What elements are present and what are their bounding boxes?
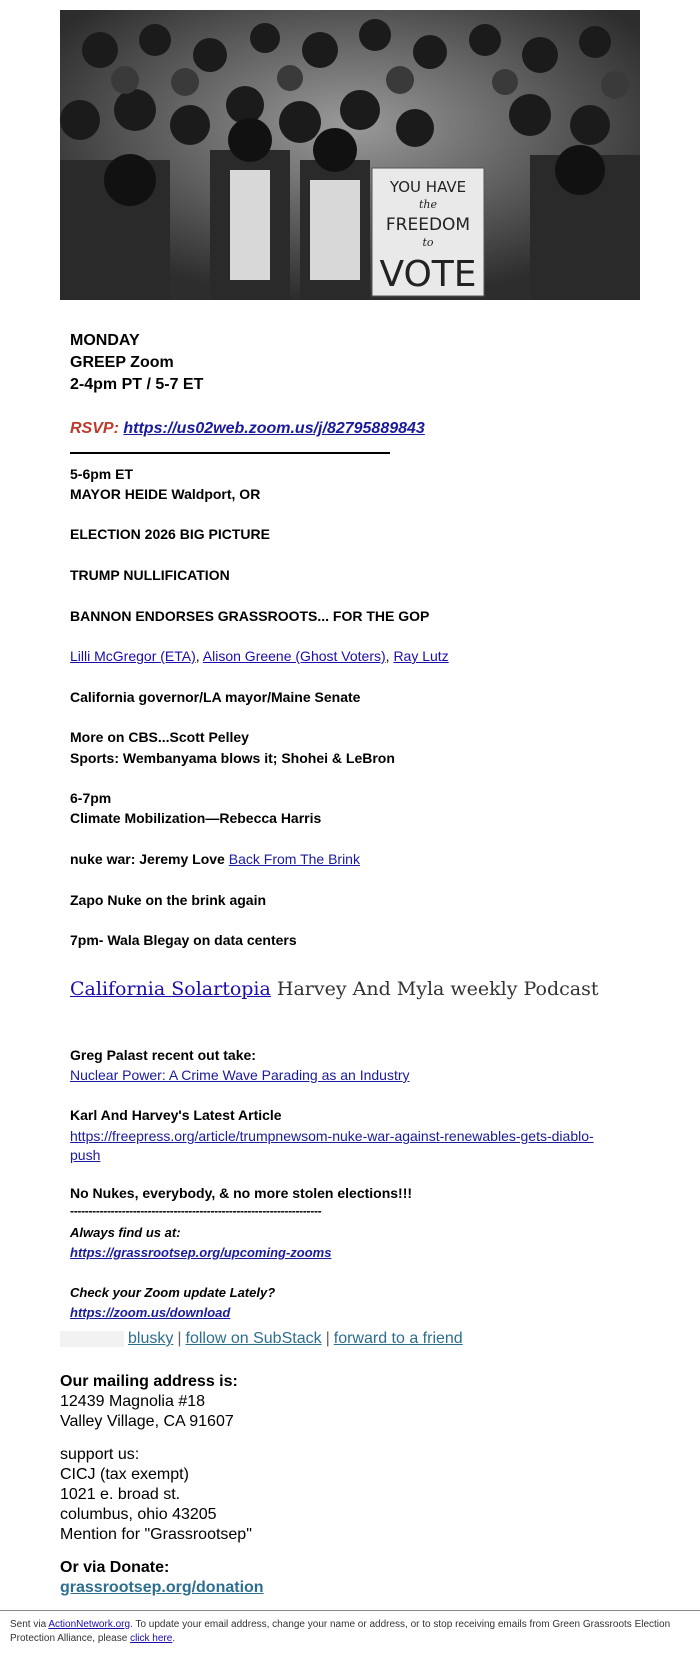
guest-link-greene[interactable]: Alison Greene (Ghost Voters) <box>202 648 386 664</box>
social-sep-1: | <box>177 1330 182 1347</box>
support-city: columbus, ohio 43205 <box>60 1506 217 1523</box>
palast-article-link[interactable] <box>70 1065 410 1085</box>
agenda-item-trump: TRUMP NULLIFICATION <box>70 567 230 583</box>
closing-line: No Nukes, everybody, & no more stolen elections!!! <box>70 1185 413 1201</box>
karl-label: Karl And Harvey's Latest Article <box>70 1107 282 1123</box>
sign-line-4: to <box>422 236 434 249</box>
agenda-item-wala: 7pm- Wala Blegay on data centers <box>70 932 297 948</box>
sign-line-2: the <box>418 198 438 211</box>
sign-line-1: YOU HAVE <box>389 178 467 196</box>
mailing-heading: Our mailing address is: <box>60 1373 238 1390</box>
social-badge-placeholder <box>60 1331 124 1347</box>
agenda-item-cbs: More on CBS...Scott Pelley <box>70 729 249 745</box>
karl-article-link-cont[interactable] <box>70 1145 100 1165</box>
unsubscribe-click-here-link[interactable]: click here <box>130 1633 173 1644</box>
support-mention: Mention for "Grassrootsep" <box>60 1526 252 1543</box>
vote-sign <box>372 168 484 296</box>
agenda-item-bannon: BANNON ENDORSES GRASSROOTS... FOR THE GOP <box>70 608 430 624</box>
event-heading: GREEP Zoom <box>70 354 174 371</box>
divider-rule <box>70 452 390 454</box>
mailing-line-1: 12439 Magnolia #18 <box>60 1393 206 1410</box>
hero-photo <box>60 10 640 300</box>
nuke-war-prefix: nuke war: Jeremy Love <box>70 851 229 867</box>
support-org: CICJ (tax exempt) <box>60 1466 189 1483</box>
rsvp-link[interactable]: https://us02web.zoom.us/j/82795889843 <box>123 420 425 437</box>
sign-line-3: FREEDOM <box>385 215 471 235</box>
substack-link[interactable]: follow on SubStack <box>185 1330 322 1347</box>
donate-label: Or via Donate: <box>60 1559 170 1576</box>
time-heading: 2-4pm PT / 5-7 ET <box>70 376 204 393</box>
footer-middle-text: . To update your email address, change your name or address, or to stop receiving emails from Green Grassroots Election Protection Alliance, please <box>10 1619 671 1644</box>
podcast-line <box>70 978 599 1000</box>
support-street: 1021 e. broad st. <box>60 1486 181 1503</box>
karl-link-line-2[interactable]: push <box>70 1147 101 1163</box>
mailing-line-2: Valley Village, CA 91607 <box>60 1413 234 1430</box>
agenda-item-climate: Climate Mobilization—Rebecca Harris <box>70 810 322 826</box>
footer-divider <box>0 1610 700 1611</box>
solartopia-link[interactable]: California Solartopia <box>70 978 271 1000</box>
guest-link-mcgregor[interactable]: Lilli McGregor (ETA) <box>70 648 196 664</box>
guest-sep-2: , <box>385 648 394 664</box>
upcoming-zooms-link[interactable]: https://grassrootsep.org/upcoming-zooms <box>70 1245 332 1260</box>
karl-article-link[interactable] <box>70 1126 594 1146</box>
guest-links <box>70 646 449 666</box>
bluesky-link[interactable]: blusky <box>128 1330 174 1347</box>
palast-label: Greg Palast recent out take: <box>70 1047 256 1063</box>
agenda-mayor: MAYOR HEIDE Waldport, OR <box>70 486 261 502</box>
agenda-time-2: 6-7pm <box>70 790 112 806</box>
agenda-item-california: California governor/LA mayor/Maine Senate <box>70 689 361 705</box>
rsvp-label: RSVP: <box>70 420 119 437</box>
agenda-item-election: ELECTION 2026 BIG PICTURE <box>70 526 270 542</box>
rsvp-line <box>70 420 425 438</box>
zoom-download-wrap[interactable] <box>70 1303 230 1322</box>
agenda-item-sports: Sports: Wembanyama blows it; Shohei & LeBron <box>70 750 395 766</box>
social-links <box>60 1330 660 1348</box>
footer-end: . <box>172 1633 176 1644</box>
find-us-link-wrap[interactable] <box>70 1243 331 1262</box>
dash-divider: -------------------------------------------------------------------- <box>70 1204 322 1218</box>
karl-link-line-1[interactable]: https://freepress.org/article/trumpnewsom-nuke-war-against-renewables-gets-diablo- <box>70 1128 594 1144</box>
guest-link-lutz[interactable]: Ray Lutz <box>393 648 449 664</box>
donate-link[interactable]: grassrootsep.org/donation <box>60 1579 264 1596</box>
footer <box>10 1618 690 1646</box>
agenda-item-zapo: Zapo Nuke on the brink again <box>70 892 267 908</box>
guest-sep-1: , <box>195 648 203 664</box>
forward-friend-link[interactable]: forward to a friend <box>333 1330 463 1347</box>
social-sep-2: | <box>325 1330 330 1347</box>
find-us-label: Always find us at: <box>70 1225 181 1240</box>
agenda-item-nuke-war <box>70 849 360 869</box>
day-heading: MONDAY <box>70 332 140 349</box>
zoom-download-link[interactable]: https://zoom.us/download <box>70 1305 231 1320</box>
crowd-photo-illustration <box>60 10 640 300</box>
sign-line-5: VOTE <box>379 254 477 295</box>
support-label: support us: <box>60 1446 140 1463</box>
donate-link-wrap[interactable] <box>60 1578 264 1598</box>
footer-sent-via: Sent via <box>10 1619 49 1630</box>
back-from-brink-link[interactable]: Back From The Brink <box>228 851 360 867</box>
podcast-text: Harvey And Myla weekly Podcast <box>270 978 599 1000</box>
palast-link-text[interactable]: Nuclear Power: A Crime Wave Parading as an Industry <box>70 1067 410 1083</box>
agenda-time-1: 5-6pm ET <box>70 466 134 482</box>
actionnetwork-link[interactable]: ActionNetwork.org <box>48 1619 131 1630</box>
zoom-update-label: Check your Zoom update Lately? <box>70 1285 276 1300</box>
